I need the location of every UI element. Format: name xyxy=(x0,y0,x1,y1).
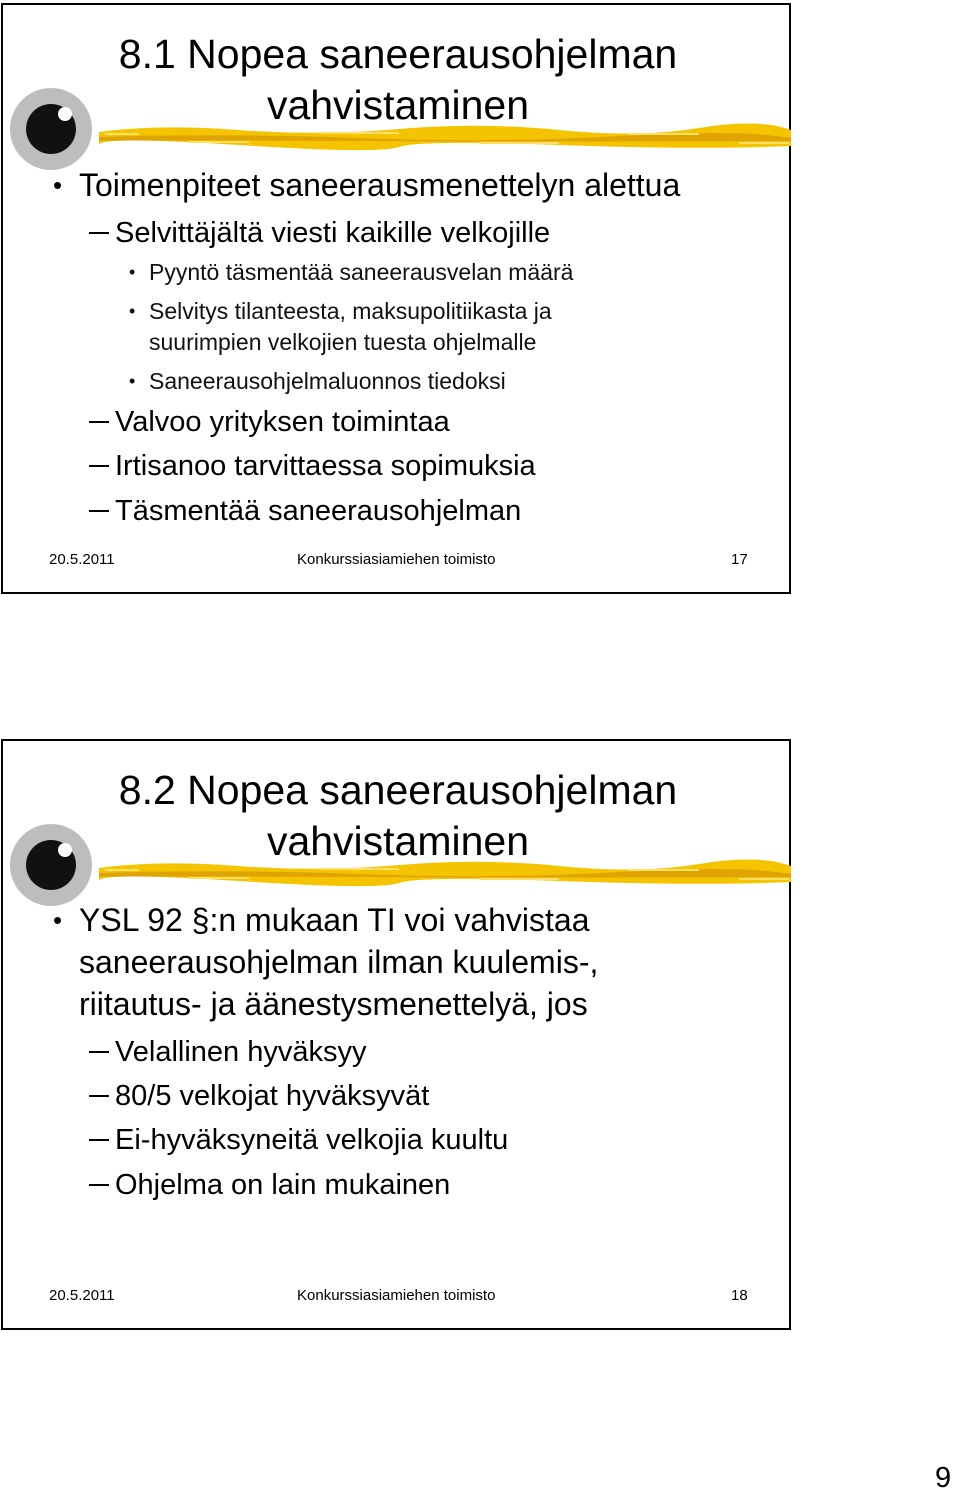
bullet-text: Toimenpiteet saneerausmenettelyn alettua xyxy=(79,167,681,203)
dash xyxy=(89,1139,109,1141)
title-underline-rule xyxy=(99,854,791,888)
dash xyxy=(89,1051,109,1053)
dash xyxy=(89,465,109,467)
bullet-text: Täsmentää saneerausohjelman xyxy=(115,495,522,527)
dash xyxy=(89,510,109,512)
slide-title-line-1: 8.2 Nopea saneerausohjelman xyxy=(118,767,678,813)
slide-title-line-2: vahvistaminen xyxy=(266,82,530,128)
slide-title xyxy=(3,29,793,131)
page-number: 9 xyxy=(935,1462,952,1494)
footer-organization: Konkurssiasiamiehen toimisto xyxy=(297,1287,496,1304)
bullet-dot: • xyxy=(129,371,136,391)
eye-icon xyxy=(9,87,93,171)
dash xyxy=(89,1184,109,1186)
bullet-dot: • xyxy=(53,170,63,200)
dash xyxy=(89,421,109,423)
slide-title-line-1: 8.1 Nopea saneerausohjelman xyxy=(118,31,678,77)
dash xyxy=(89,232,109,234)
footer-date: 20.5.2011 xyxy=(49,551,115,568)
slide-title-line-2: vahvistaminen xyxy=(266,818,530,864)
bullet-text: riitautus- ja äänestysmenettelyä, jos xyxy=(79,986,588,1022)
bullet-text: Valvoo yrityksen toimintaa xyxy=(115,406,450,438)
footer-slide-number: 17 xyxy=(731,551,748,568)
title-underline-rule xyxy=(99,118,791,152)
bullet-text: Saneerausohjelmaluonnos tiedoksi xyxy=(149,368,506,394)
bullet-text: Ohjelma on lain mukainen xyxy=(115,1169,451,1201)
bullet-text: Pyyntö täsmentää saneerausvelan määrä xyxy=(149,259,574,285)
footer-slide-number: 18 xyxy=(731,1287,748,1304)
footer-date: 20.5.2011 xyxy=(49,1287,115,1304)
bullet-text: Velallinen hyväksyy xyxy=(115,1036,367,1068)
bullet-dot: • xyxy=(129,262,136,282)
bullet-text: YSL 92 §:n mukaan TI voi vahvistaa xyxy=(79,902,590,938)
bullet-text: Irtisanoo tarvittaessa sopimuksia xyxy=(115,450,536,482)
bullet-dot: • xyxy=(129,301,136,321)
bullet-text: saneerausohjelman ilman kuulemis-, xyxy=(79,944,599,980)
bullet-text: suurimpien velkojien tuesta ohjelmalle xyxy=(149,329,537,355)
bullet-dot: • xyxy=(53,905,63,935)
slide-17 xyxy=(1,3,791,594)
footer-organization: Konkurssiasiamiehen toimisto xyxy=(297,551,496,568)
slide-title xyxy=(3,765,793,867)
eye-icon xyxy=(9,823,93,907)
bullet-text: Selvitys tilanteesta, maksupolitiikasta ja xyxy=(149,298,552,324)
bullet-text: Selvittäjältä viesti kaikille velkojille xyxy=(115,217,551,249)
bullet-text: Ei-hyväksyneitä velkojia kuultu xyxy=(115,1124,509,1156)
slide-18 xyxy=(1,739,791,1330)
dash xyxy=(89,1095,109,1097)
bullet-text: 80/5 velkojat hyväksyvät xyxy=(115,1080,430,1112)
